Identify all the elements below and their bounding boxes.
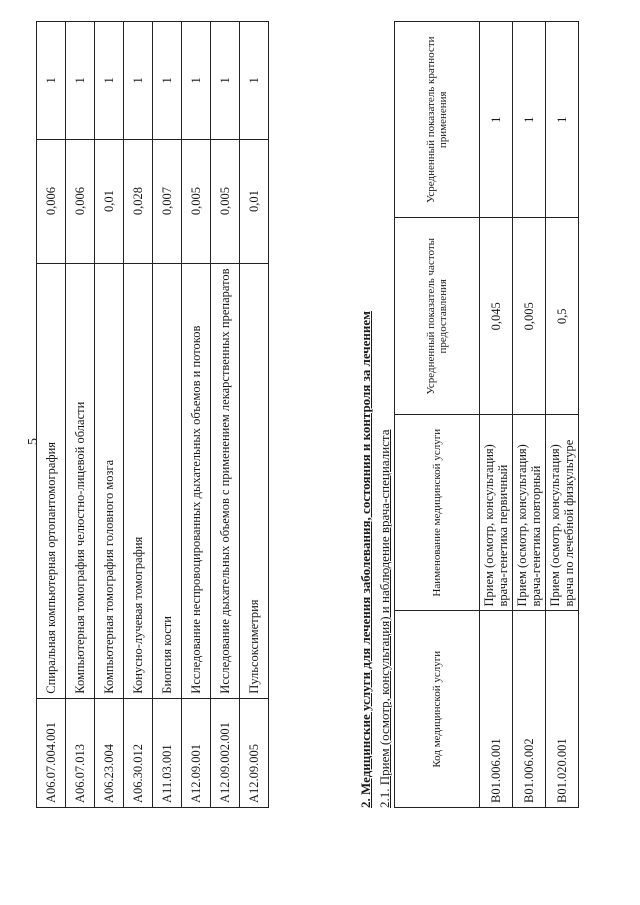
cell-multiplicity: 1	[240, 22, 269, 140]
cell-frequency: 0,005	[182, 139, 211, 263]
cell-multiplicity: 1	[546, 22, 579, 219]
cell-code: A06.07.013	[66, 698, 95, 807]
table-row	[240, 22, 269, 808]
header-frequency: Усредненный показатель частоты предоставления	[395, 218, 480, 415]
cell-code: B01.006.001	[480, 611, 513, 808]
cell-code: A06.07.004.001	[37, 698, 66, 807]
table-header-row	[395, 22, 480, 808]
services-table-treatment	[376, 21, 579, 808]
cell-name: Пульсоксиметрия	[240, 263, 269, 698]
cell-name: Конусно-лучевая томография	[124, 263, 153, 698]
header-name: Наименование медицинской услуги	[395, 415, 480, 612]
cell-code: A06.30.012	[124, 698, 153, 807]
services-table-body	[480, 22, 579, 808]
table-row	[66, 22, 95, 808]
cell-multiplicity: 1	[211, 22, 240, 140]
cell-code: A06.23.004	[95, 698, 124, 807]
table-row	[546, 22, 579, 808]
cell-multiplicity: 1	[66, 22, 95, 140]
cell-code: A12.09.005	[240, 698, 269, 807]
cell-multiplicity: 1	[480, 22, 513, 219]
cell-name: Биопсия кости	[153, 263, 182, 698]
cell-code: A12.09.002.001	[211, 698, 240, 807]
cell-multiplicity: 1	[37, 22, 66, 140]
cell-code: B01.006.002	[513, 611, 546, 808]
cell-code: A12.09.001	[182, 698, 211, 807]
spacer-row	[376, 22, 395, 808]
cell-frequency: 0,5	[546, 218, 579, 415]
table-row	[182, 22, 211, 808]
table-row	[513, 22, 546, 808]
header-code: Код медицинской услуги	[395, 611, 480, 808]
cell-multiplicity: 1	[95, 22, 124, 140]
cell-frequency: 0,028	[124, 139, 153, 263]
cell-name: Компьютерная томография головного мозга	[95, 263, 124, 698]
services-table-diagnostics	[36, 21, 269, 808]
cell-frequency: 0,006	[37, 139, 66, 263]
cell-multiplicity: 1	[153, 22, 182, 140]
cell-code: B01.020.001	[546, 611, 579, 808]
table-row	[124, 22, 153, 808]
table-row	[211, 22, 240, 808]
cell-frequency: 0,01	[240, 139, 269, 263]
cell-frequency: 0,007	[153, 139, 182, 263]
cell-name: Спиральная компьютерная ортопантомография	[37, 263, 66, 698]
cell-frequency: 0,005	[513, 218, 546, 415]
cell-frequency: 0,005	[211, 139, 240, 263]
cell-name: Прием (осмотр, консультация) врача по лечебной физкультуре	[546, 415, 579, 612]
table-row	[480, 22, 513, 808]
cell-frequency: 0,006	[66, 139, 95, 263]
subsection-2-1-title: 2.1. Прием (осмотр, консультация) и наблюдение врача-специалиста	[377, 429, 392, 808]
cell-code: A11.03.001	[153, 698, 182, 807]
cell-name: Прием (осмотр, консультация) врача-генетика первичный	[480, 415, 513, 612]
table-row	[95, 22, 124, 808]
cell-multiplicity: 1	[124, 22, 153, 140]
header-multiplicity: Усредненный показатель кратности применения	[395, 22, 480, 219]
cell-frequency: 0,045	[480, 218, 513, 415]
cell-multiplicity: 1	[182, 22, 211, 140]
cell-name: Исследование неспровоцированных дыхательных объемов и потоков	[182, 263, 211, 698]
table-row	[153, 22, 182, 808]
cell-multiplicity: 1	[513, 22, 546, 219]
services-table-body	[37, 22, 269, 808]
section-2-title: 2. Медицинские услуги для лечения заболевания, состояния и контроля за лечением	[358, 310, 373, 808]
cell-name: Компьютерная томография челюстно-лицевой области	[66, 263, 95, 698]
cell-name: Прием (осмотр, консультация) врача-генетика повторный	[513, 415, 546, 612]
table-row	[37, 22, 66, 808]
page-number: 5	[26, 438, 41, 445]
cell-name: Исследование дыхательных объемов с применением лекарственных препаратов	[211, 263, 240, 698]
cell-frequency: 0,01	[95, 139, 124, 263]
